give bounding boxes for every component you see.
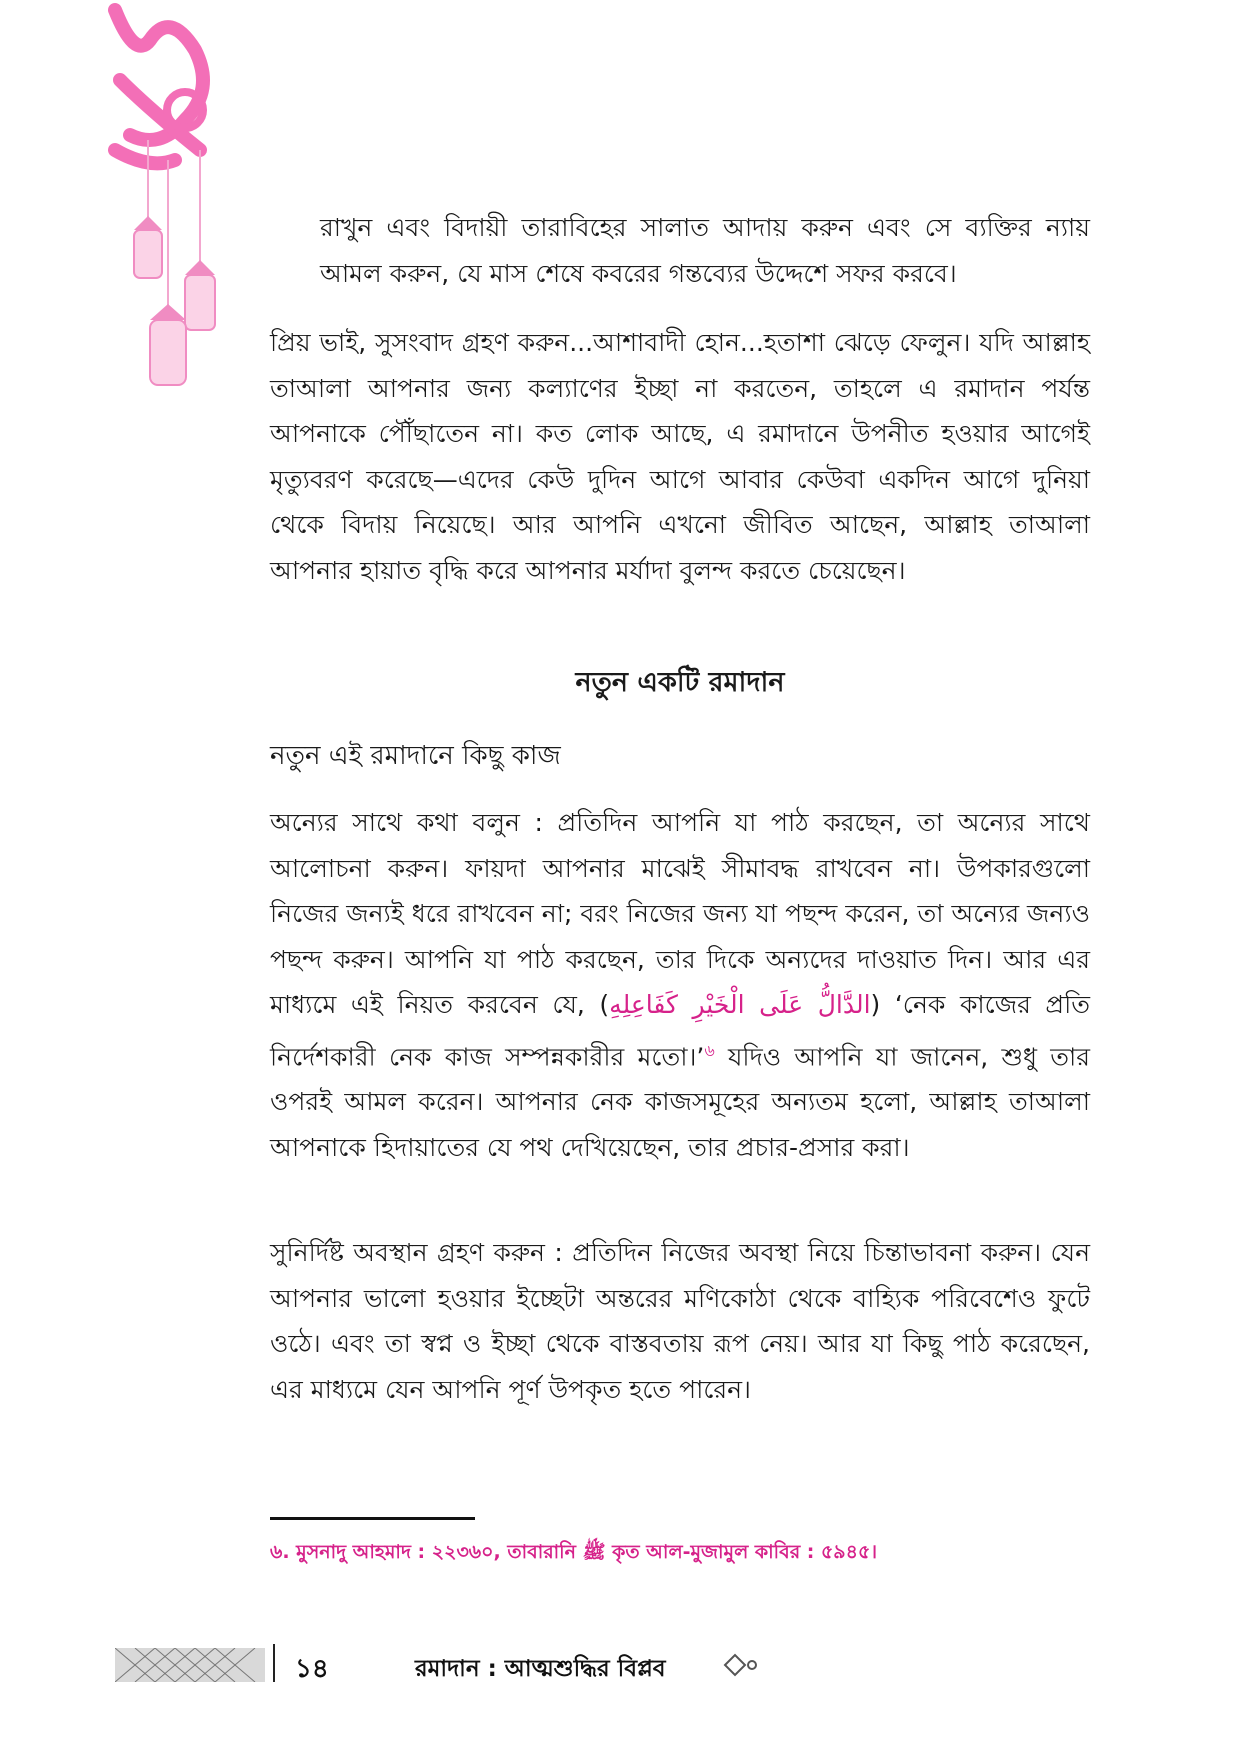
paragraph-good-news: প্রিয় ভাই, সুসংবাদ গ্রহণ করুন...আশাবাদী হোন...হতাশা ঝেড়ে ফেলুন। যদি আল্লাহ তাআলা আপনার জন্য কল্যাণের ইচ্ছা না করতেন, তাহলে এ রমাদান পর্যন্ত আপনাকে পৌঁছাতেন না। কত লোক আছে, এ রমাদানে উপনীত হওয়ার আগেই মৃত্যুবরণ করেছে—এদের কেউ দুদিন আগে আবার কেউবা একদিন আগে দুনিয়া থেকে বিদায় নিয়েছে। আর আপনি এখনো জীবিত আছেন, আল্লাহ তাআলা আপনার হায়াত বৃদ্ধি করে আপনার মর্যাদা বুলন্দ করতে চেয়েছেন।	[270, 328, 1090, 585]
section-heading: নতুন একটি রমাদান	[575, 667, 785, 698]
book-title: রমাদান : আত্মশুদ্ধির বিপ্লব	[415, 1656, 666, 1682]
ramadan-lantern-ornament	[0, 0, 260, 430]
footer-separator	[273, 1644, 275, 1682]
footer-pattern-band	[115, 1648, 265, 1682]
page-number: ১৪	[295, 1654, 329, 1684]
geometric-pattern-icon	[115, 1648, 265, 1682]
arabic-hadith-text: الدَّالُّ عَلَى الْخَيْرِ كَفَاعِلِهِ	[609, 990, 871, 1019]
paragraph-text-a: অন্যের সাথে কথা বলুন : প্রতিদিন আপনি যা পাঠ করছেন, তা অন্যের সাথে আলোচনা করুন। ফায়দা আপনার মাঝেই সীমাবদ্ধ রাখবেন না। উপকারগুলো নিজের জন্যই ধরে রাখবেন না; বরং নিজের জন্য যা পছন্দ করেন, তা অন্যের জন্যও পছন্দ করুন। আপনি যা পাঠ করছেন, তার দিকে অন্যদের দাওয়াত দিন। আর এর মাধ্যমে এই নিয়ত করবেন যে, (	[270, 808, 1090, 1019]
paragraph-text-b: ) ‘নেক কাজের প্রতি নির্দেশকারী নেক কাজ সম্পন্নকারীর মতো।’	[270, 990, 1090, 1071]
footnote: ৬. মুসনাদু আহমাদ : ২২৩৬০, তাবারানি ﷺ কৃত আল-মুজামুল কাবির : ৫৯৪৫।	[270, 1541, 878, 1563]
section-subheading: নতুন এই রমাদানে কিছু কাজ	[270, 741, 561, 771]
paragraph-continuation: রাখুন এবং বিদায়ী তারাবিহের সালাত আদায় করুন এবং সে ব্যক্তির ন্যায় আমল করুন, যে মাস শেষে কবরের গন্তব্যের উদ্দেশে সফর করবে।	[320, 213, 1090, 288]
page-footer	[115, 1640, 755, 1682]
footnote-divider	[270, 1517, 475, 1520]
paragraph-talk-to-others	[270, 800, 1090, 1170]
footnote-reference[interactable]: ৬	[704, 1040, 715, 1060]
paragraph-text-c: যদিও আপনি যা জানেন, শুধু তার ওপরই আমল করেন। আপনার নেক কাজসমূহের অন্যতম হলো, আল্লাহ তাআলা আপনাকে হিদায়াতের যে পথ দেখিয়েছেন, তার প্রচার-প্রসার করা।	[270, 1041, 1091, 1162]
paragraph-take-position: সুনির্দিষ্ট অবস্থান গ্রহণ করুন : প্রতিদিন নিজের অবস্থা নিয়ে চিন্তাভাবনা করুন। যেন আপনার ভালো হওয়ার ইচ্ছেটা অন্তরের মণিকোঠা থেকে বাহ্যিক পরিবেশেও ফুটে ওঠে। এবং তা স্বপ্ন ও ইচ্ছা থেকে বাস্তবতায় রূপ নেয়। আর যা কিছু পাঠ করেছেন, এর মাধ্যমে যেন আপনি পূর্ণ উপকৃত হতে পারেন।	[270, 1238, 1090, 1404]
diamond-ornament-icon	[720, 1650, 760, 1680]
